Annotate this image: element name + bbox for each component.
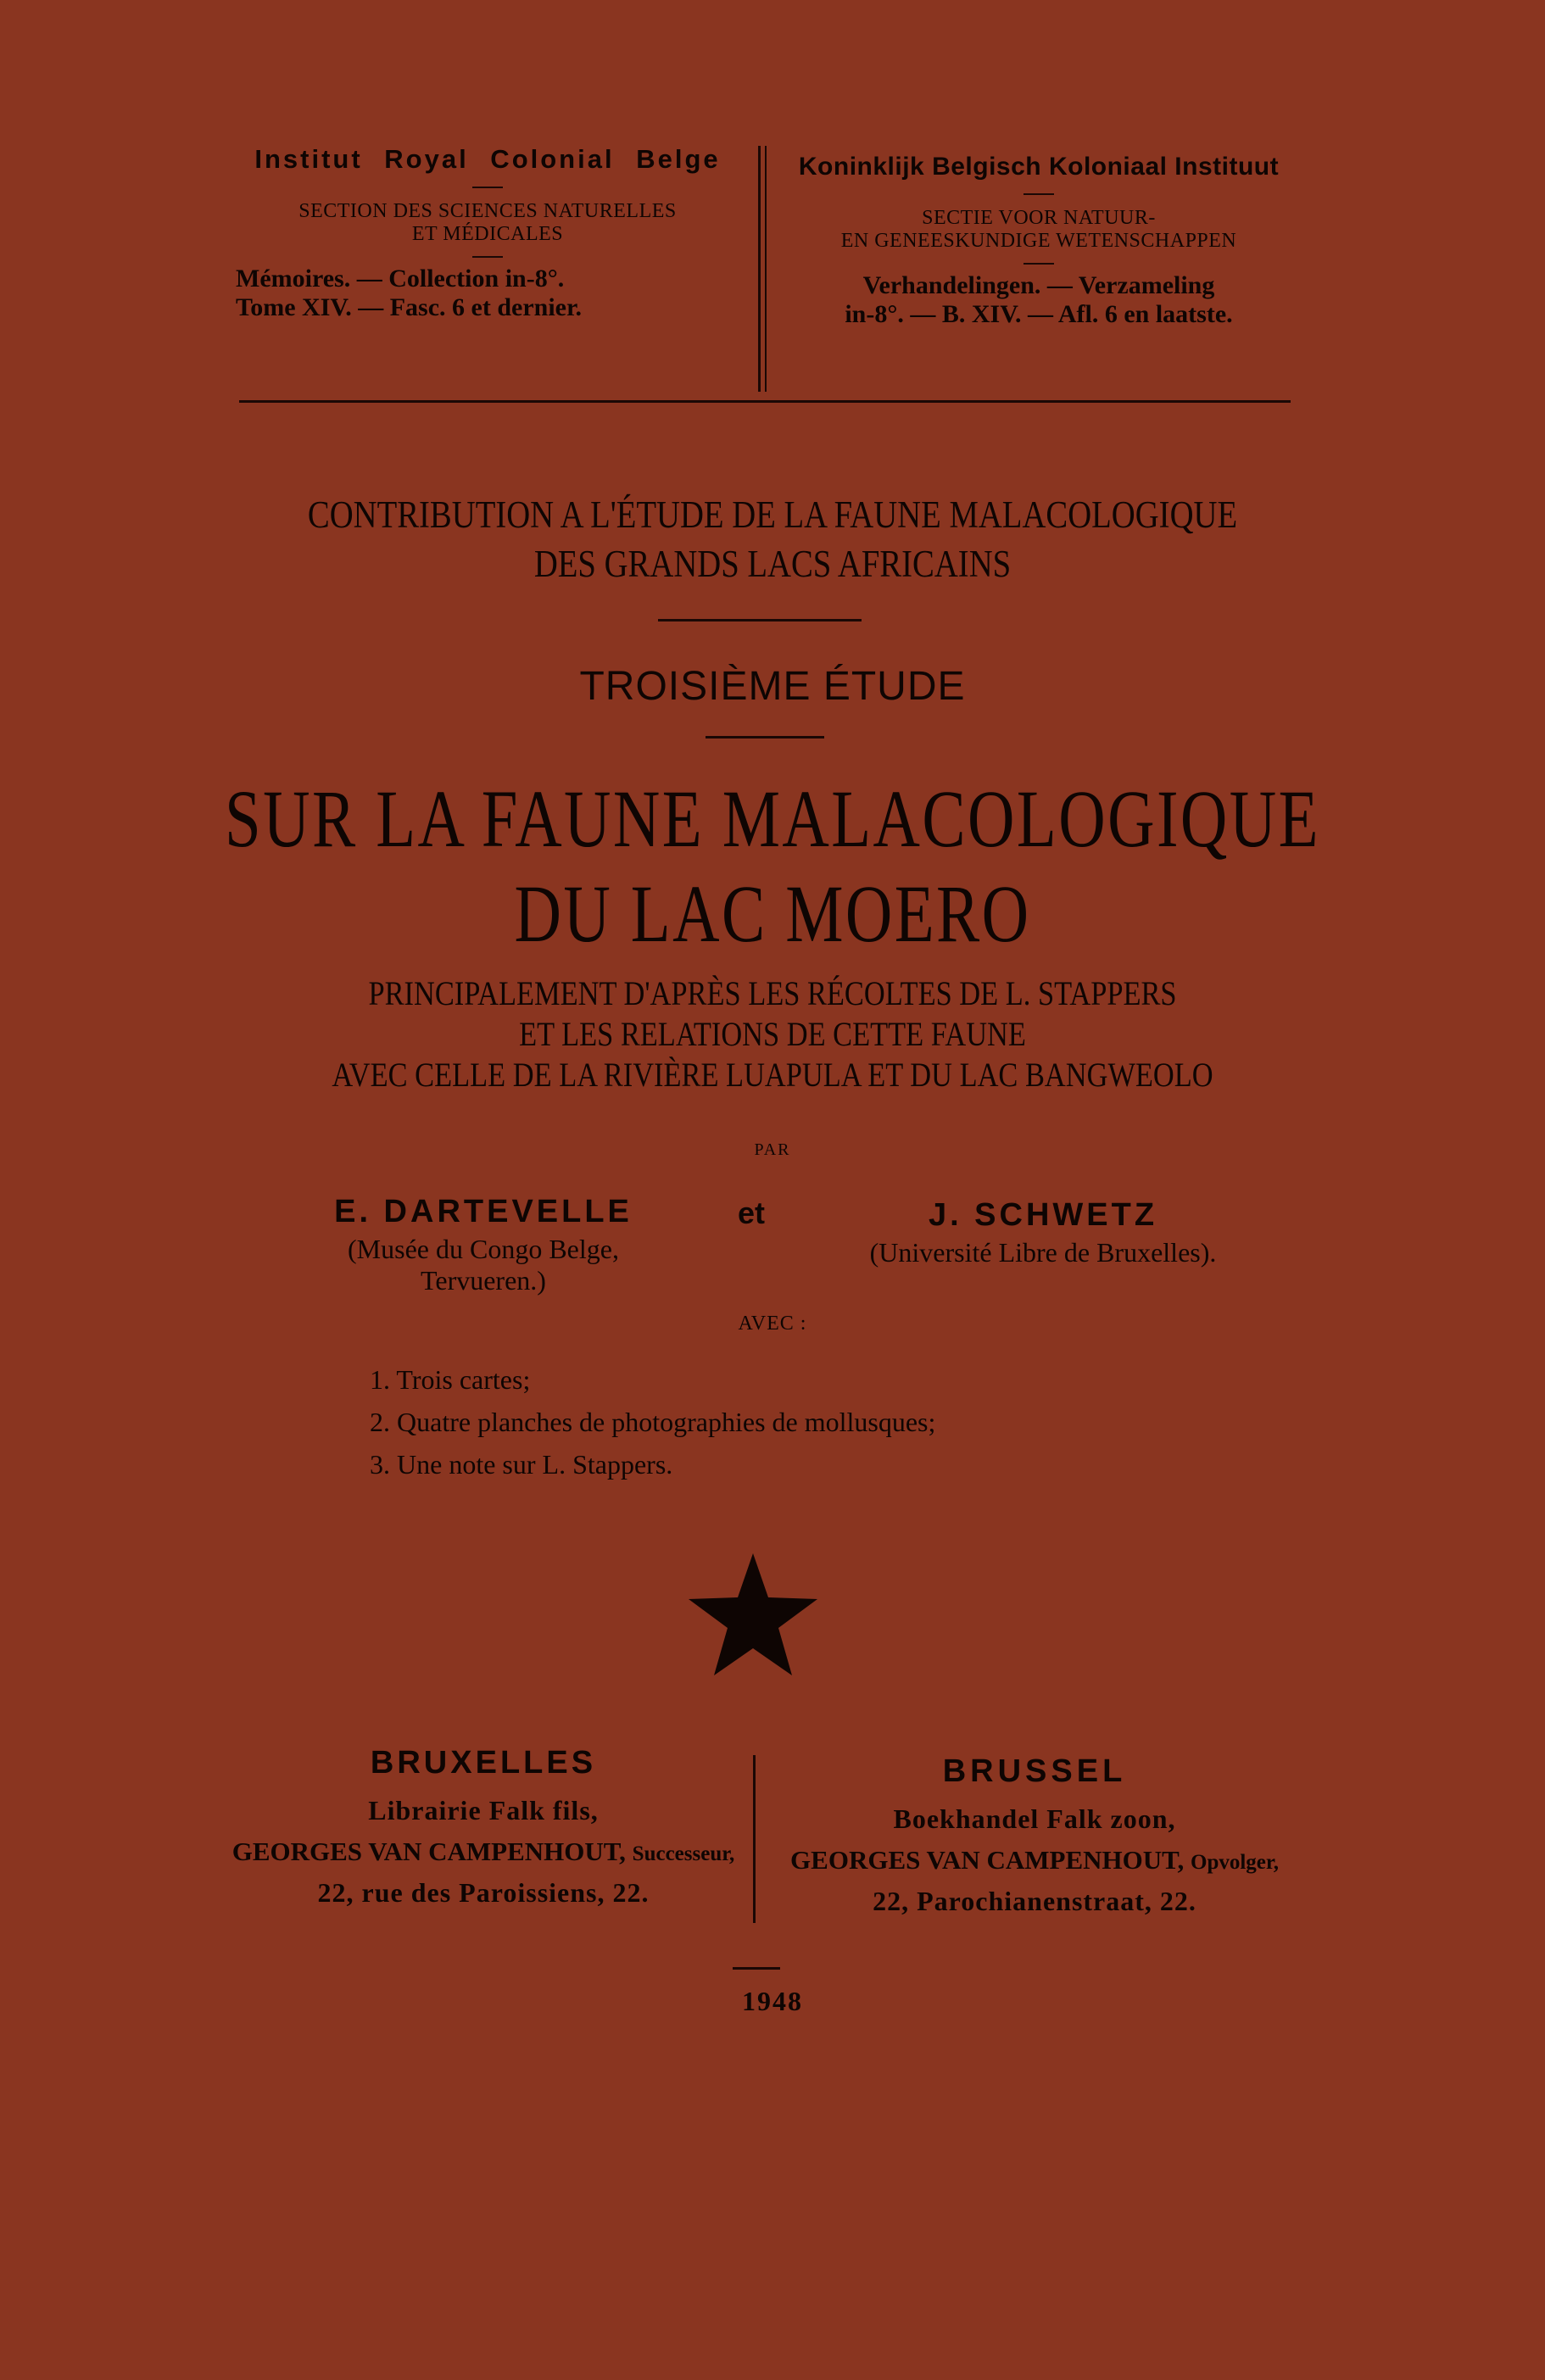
header-rule <box>239 400 1291 403</box>
author-2-affiliation: (Université Libre de Bruxelles). <box>869 1237 1217 1268</box>
authors-conjunction: et <box>738 1196 766 1230</box>
section-name-fr-line2: ET MÉDICALES <box>411 223 564 245</box>
section-name-nl-line2: EN GENEESKUNDIGE WETENSCHAPPEN <box>840 230 1237 252</box>
header-column-divider <box>758 146 761 392</box>
contribution-line2: DES GRANDS LACS AFRICAINS <box>533 543 1012 585</box>
main-title <box>0 772 1545 961</box>
institute-name-nl: Koninklijk Belgisch Koloniaal Instituut <box>798 153 1280 181</box>
contribution-line1: CONTRIBUTION A L'ÉTUDE DE LA FAUNE MALACOLOGIQUE <box>307 493 1238 536</box>
author-1 <box>288 1194 678 1296</box>
header-left <box>229 144 746 322</box>
publisher-name-line-fr <box>212 1837 755 1867</box>
publisher-right <box>763 1753 1306 1917</box>
section-name-fr-line1: SECTION DES SCIENCES NATURELLES <box>298 200 677 222</box>
series-fr-line1: Mémoires. — Collection in-8°. <box>236 265 565 293</box>
publisher-address-nl: 22, Parochianenstraat, 22. <box>873 1886 1196 1916</box>
list-item: 2. Quatre planches de photographies de mollusques; <box>370 1407 936 1437</box>
rule-3 <box>733 1967 780 1970</box>
by-label: PAR <box>754 1140 791 1159</box>
author-1-affiliation-line2: Tervueren.) <box>421 1265 546 1296</box>
publisher-role-nl: Opvolger, <box>1191 1851 1279 1874</box>
divider <box>1023 193 1054 195</box>
publisher-city-nl: BRUSSEL <box>942 1753 1127 1789</box>
star-icon <box>689 1553 817 1675</box>
divider <box>472 256 503 258</box>
author-2 <box>814 1197 1272 1268</box>
publisher-address-fr: 22, rue des Paroissiens, 22. <box>317 1877 650 1908</box>
publisher-name-line-nl <box>763 1845 1306 1876</box>
main-title-line1: SUR LA FAUNE MALACOLOGIQUE <box>225 773 1320 864</box>
publisher-name-fr: GEORGES VAN CAMPENHOUT, <box>231 1837 626 1866</box>
subtitle-line2: ET LES RELATIONS DE CETTE FAUNE <box>519 1015 1026 1053</box>
series-nl-line2: in-8°. — B. XIV. — Afl. 6 en laatste. <box>845 300 1233 328</box>
author-1-name: E. DARTEVELLE <box>334 1194 633 1229</box>
list-item: 3. Une note sur L. Stappers. <box>370 1449 673 1480</box>
contents-list <box>370 1358 935 1485</box>
publisher-left <box>212 1745 755 1909</box>
list-item: 1. Trois cartes; <box>370 1364 531 1395</box>
subtitle-line1: PRINCIPALEMENT D'APRÈS LES RÉCOLTES DE L. STAPPERS <box>368 974 1177 1012</box>
bookshop-nl: Boekhandel Falk zoon, <box>893 1803 1176 1834</box>
publisher-name-nl: GEORGES VAN CAMPENHOUT, <box>790 1845 1185 1875</box>
main-title-line2: DU LAC MOERO <box>514 868 1031 959</box>
section-name-nl-line1: SECTIE VOOR NATUUR- <box>922 207 1156 229</box>
rule-2 <box>706 736 824 739</box>
institute-name-fr: Institut Royal Colonial Belge <box>254 144 721 174</box>
rule-1 <box>658 619 862 621</box>
publisher-column-divider <box>753 1755 756 1923</box>
divider <box>472 187 503 188</box>
subtitle <box>0 973 1545 1095</box>
series-fr-line2: Tome XIV. — Fasc. 6 et dernier. <box>236 293 583 321</box>
header-column-divider-2 <box>765 146 767 392</box>
series-nl-line1: Verhandelingen. — Verzameling <box>862 271 1215 299</box>
publication-year: 1948 <box>742 1986 803 2016</box>
contribution-title <box>0 490 1545 588</box>
bookshop-fr: Librairie Falk fils, <box>368 1795 599 1825</box>
header-right <box>776 153 1302 329</box>
study-label: TROISIÈME ÉTUDE <box>579 664 966 709</box>
divider <box>1023 263 1054 265</box>
publisher-city-fr: BRUXELLES <box>370 1745 597 1781</box>
publisher-role-fr: Successeur, <box>632 1842 735 1865</box>
subtitle-line3: AVEC CELLE DE LA RIVIÈRE LUAPULA ET DU LAC BANGWEOLO <box>332 1056 1213 1094</box>
author-1-affiliation-line1: (Musée du Congo Belge, <box>348 1234 619 1264</box>
author-2-name: J. SCHWETZ <box>928 1197 1158 1233</box>
with-label: AVEC : <box>738 1313 807 1335</box>
